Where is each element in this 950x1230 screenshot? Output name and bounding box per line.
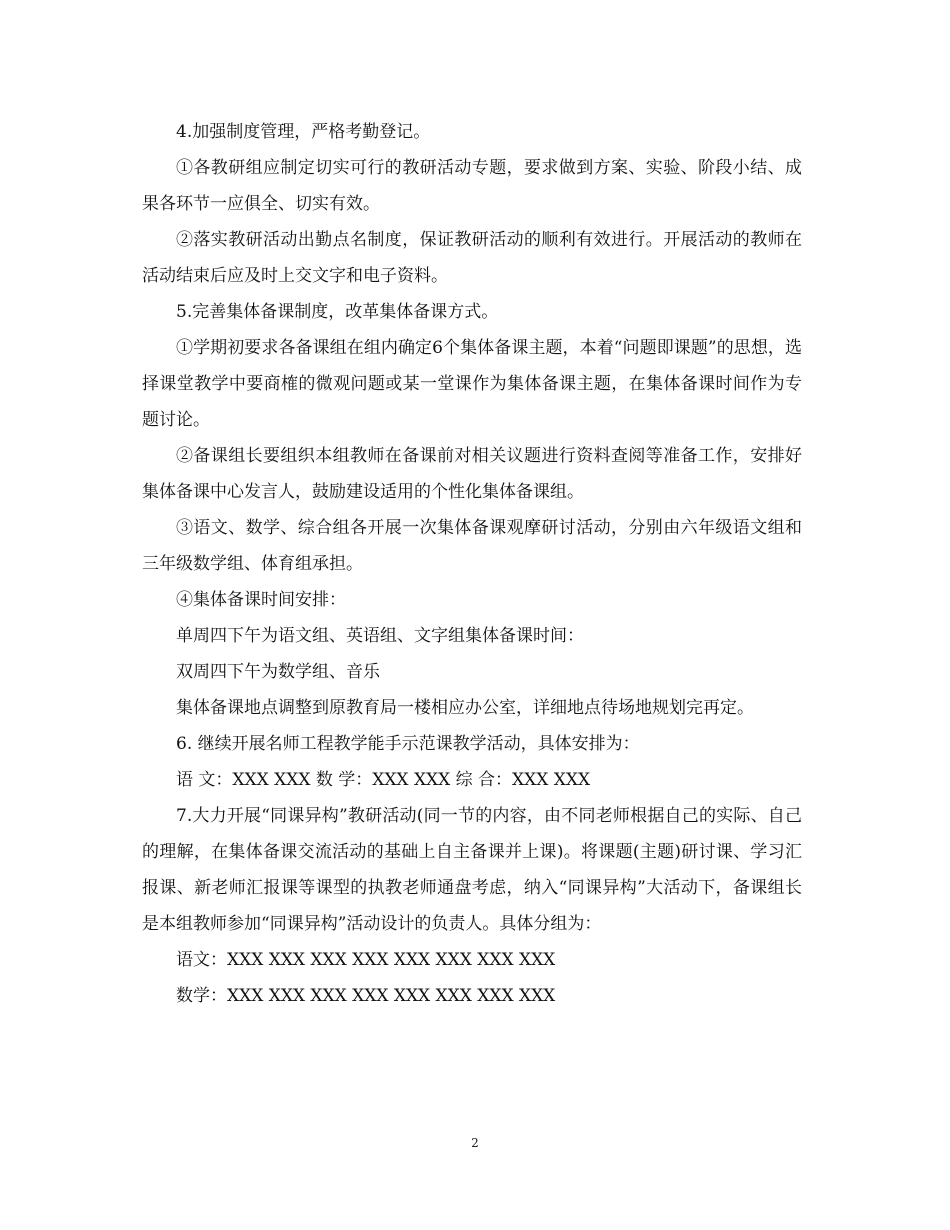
paragraph-item-7: 7.大力开展“同课异构”教研活动(同一节的内容，由不同老师根据自己的实际、自己的理解，在集体备课交流活动的基础上自主备课并上课)。将课题(主题)研讨课、学习汇报课、新老师汇报课等课型的执教老师通盘考虑，纳入“同课异构”大活动下，备课组长是本组教师参加“同课异构”活动设计的负责人。具体分组为： <box>142 806 802 934</box>
paragraph-item-5-1: ①学期初要求各备课组在组内确定6个集体备课主题，本着“问题即课题”的思想，选择课堂教学中要商榷的微观问题或某一堂课作为集体备课主题，在集体备课时间作为专题讨论。 <box>142 338 802 430</box>
paragraph-item-5-3: ③语文、数学、综合组各开展一次集体备课观摩研讨活动，分别由六年级语文组和三年级数学组、体育组承担。 <box>142 518 802 574</box>
page-body <box>142 114 802 1014</box>
paragraph-item-6-heading: 6. 继续开展名师工程教学能手示范课教学活动，具体安排为： <box>176 734 640 754</box>
paragraph-item-5-4: ④集体备课时间安排： <box>176 590 346 610</box>
paragraph-item-5-2: ②备课组长要组织本组教师在备课前对相关议题进行资料查阅等准备工作，安排好集体备课中心发言人，鼓励建设适用的个性化集体备课组。 <box>142 446 802 502</box>
schedule-even-week: 双周四下午为数学组、音乐 <box>176 662 380 682</box>
paragraph-item-6-assignments: 语 文：XXX XXX 数 学：XXX XXX 综 合：XXX XXX <box>176 770 591 790</box>
paragraph-item-4-1: ①各教研组应制定切实可行的教研活动专题，要求做到方案、实验、阶段小结、成果各环节一应俱全、切实有效。 <box>142 158 802 214</box>
schedule-odd-week: 单周四下午为语文组、英语组、文字组集体备课时间： <box>176 626 584 646</box>
group-chinese: 语文：XXX XXX XXX XXX XXX XXX XXX XXX <box>176 950 556 970</box>
group-math: 数学：XXX XXX XXX XXX XXX XXX XXX XXX <box>176 986 556 1006</box>
paragraph-item-4-heading: 4.加强制度管理，严格考勤登记。 <box>176 122 431 142</box>
page-number: 2 <box>471 1136 479 1150</box>
paragraph-item-5-heading: 5.完善集体备课制度，改革集体备课方式。 <box>176 302 499 322</box>
schedule-location: 集体备课地点调整到原教育局一楼相应办公室，详细地点待场地规划完再定。 <box>176 698 754 718</box>
paragraph-item-4-2: ②落实教研活动出勤点名制度，保证教研活动的顺利有效进行。开展活动的教师在活动结束后应及时上交文字和电子资料。 <box>142 230 802 286</box>
